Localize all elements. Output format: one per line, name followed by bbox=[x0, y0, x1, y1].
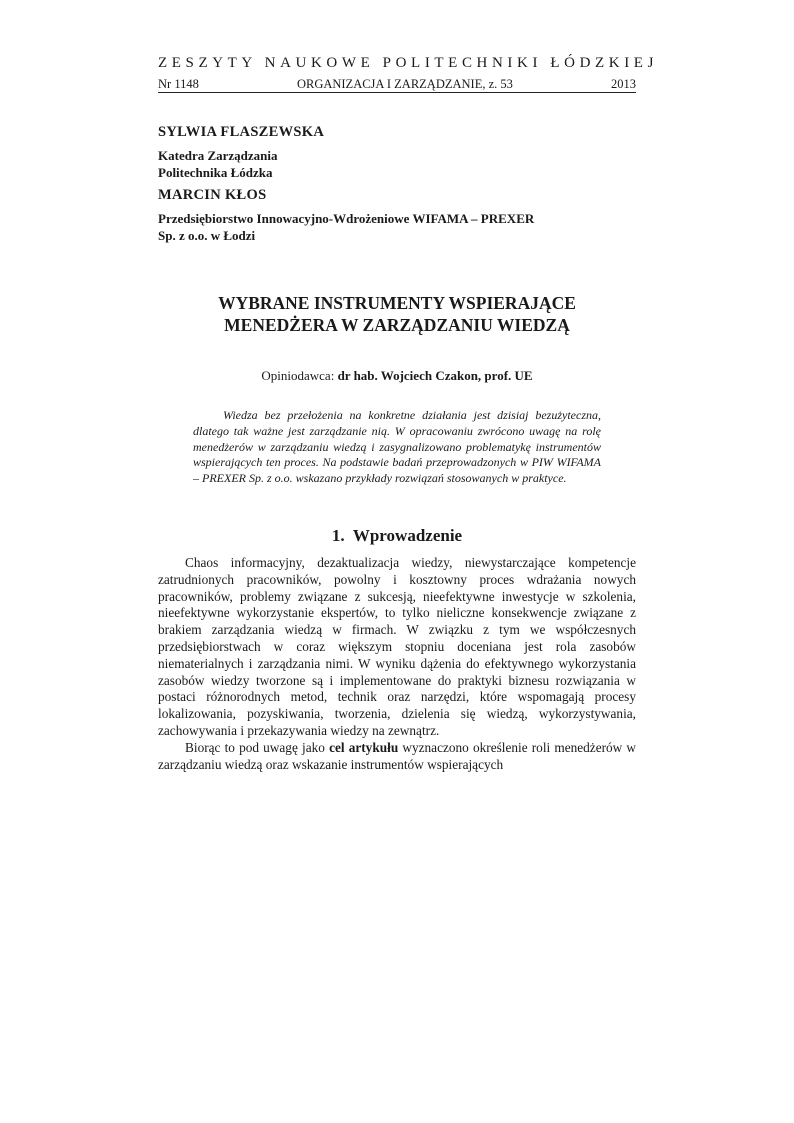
affiliation-department: Katedra Zarządzania bbox=[158, 148, 278, 163]
author-affiliation bbox=[158, 147, 278, 181]
title-line: WYBRANE INSTRUMENTY WSPIERAJĄCE bbox=[218, 293, 576, 313]
section-heading bbox=[158, 526, 636, 546]
paragraph: Chaos informacyjny, dezaktualizacja wiedzy, niewystarczające kompetencje zatrudnionych pracowników, powolny i kosztowny proces wdrażania nowych pracowników, problemy związane z sukcesją, nieefektywne inwestycje w szkolenia, nieefektywne wykorzystanie ekspertów, to tylko nieliczne konsekwencje związane z brakiem zarządzania wiedzą w firmach. W związku z tym we współczesnych przedsiębiorstwach w coraz większym stopniu doceniana jest rola zasobów niematerialnych i zarządzania nimi. W wyniku dążenia do efektywnego wykorzystania zasobów wiedzy tworzone są i implementowane do praktyki biznesu rozwiązania w postaci różnorodnych metod, technik oraz narzędzi, które wspomagają procesy lokalizowania, pozyskiwania, tworzenia, dzielenia się wiedzą, wykorzystywania, zachowywania i przekazywania wiedzy na zewnątrz. bbox=[158, 555, 636, 738]
body-text bbox=[158, 555, 636, 773]
reviewer-line bbox=[158, 368, 636, 384]
paragraph bbox=[158, 740, 636, 774]
affiliation-location: Sp. z o.o. w Łodzi bbox=[158, 228, 256, 243]
emphasis-text: cel artykułu bbox=[329, 739, 399, 755]
section-number: 1. bbox=[331, 526, 345, 545]
affiliation-institution: Politechnika Łódzka bbox=[158, 165, 273, 180]
author-name: SYLWIA FLASZEWSKA bbox=[158, 124, 325, 140]
journal-title: ZESZYTY NAUKOWE POLITECHNIKI ŁÓDZKIEJ bbox=[158, 55, 659, 71]
paper-title bbox=[158, 292, 636, 336]
reviewer-name: dr hab. Wojciech Czakon, prof. UE bbox=[337, 368, 533, 383]
journal-meta bbox=[158, 77, 636, 91]
abstract: Wiedza bez przełożenia na konkretne działania jest dzisiaj bezużyteczna, dlatego tak ważne jest zarządzanie nią. W opracowaniu zwrócono uwagę na rolę menedżerów w zarządzaniu wiedzą i zasygnalizowano problematykę instrumentów wspierających ten proces. Na podstawie badań przeprowadzonych w PIW WIFAMA – PREXER Sp. z o.o. wskazano przykłady rozwiązań stosowanych w praktyce. bbox=[193, 408, 601, 486]
paragraph-text: wyznaczono określenie roli menedżerów w zarządzaniu wiedzą oraz wskazanie instrumentów wspierających bbox=[158, 739, 637, 772]
title-line: MENEDŻERA W ZARZĄDZANIU WIEDZĄ bbox=[224, 315, 570, 335]
header-divider bbox=[158, 92, 636, 93]
journal-series: ORGANIZACJA I ZARZĄDZANIE, z. 53 bbox=[296, 77, 513, 91]
affiliation-company: Przedsiębiorstwo Innowacyjno-Wdrożeniowe WIFAMA – PREXER bbox=[158, 211, 535, 226]
paragraph-text: Biorąc to pod uwagę jako bbox=[185, 739, 325, 755]
author-name: MARCIN KŁOS bbox=[158, 187, 267, 203]
reviewer-label: Opiniodawca: bbox=[261, 368, 335, 383]
issue-number: Nr 1148 bbox=[158, 77, 199, 91]
section-title: Wprowadzenie bbox=[352, 526, 463, 545]
author-affiliation bbox=[158, 210, 534, 244]
publication-year: 2013 bbox=[611, 77, 636, 91]
